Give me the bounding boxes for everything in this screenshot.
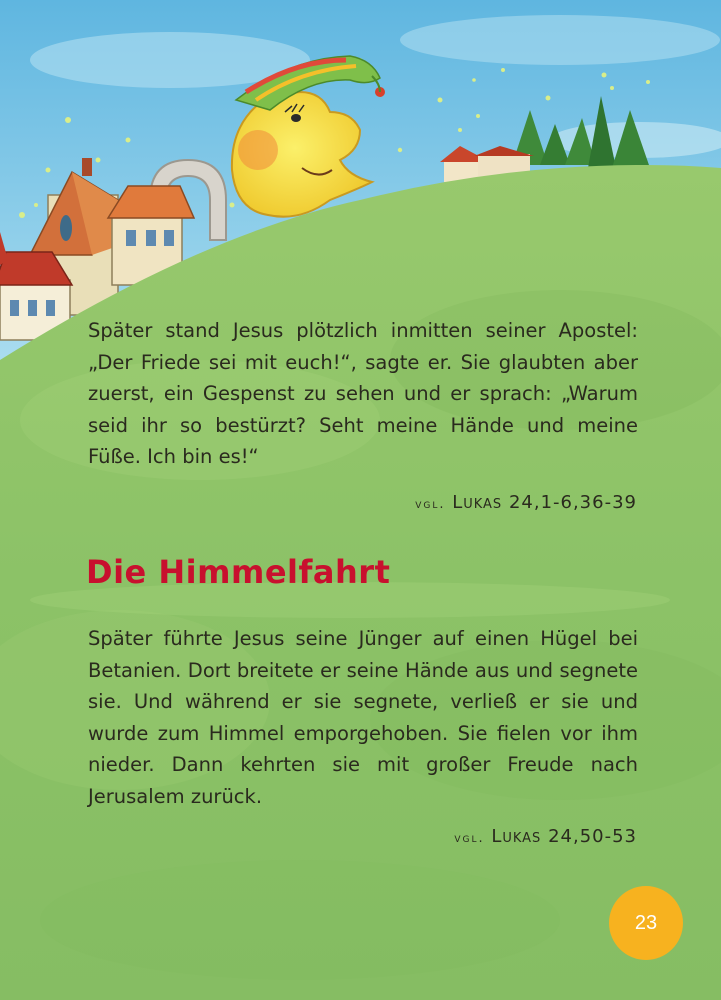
bible-reference	[454, 826, 637, 847]
reference-verses: 24,50-53	[548, 826, 637, 847]
page-number-badge	[609, 886, 683, 960]
reference-prefix: vgl.	[454, 831, 485, 846]
paragraph-text: Später führte Jesus seine Jünger auf einen Hügel bei Betanien. Dort breitete er seine Hände aus und segnete sie. Und während er sie segnete, verließ er sie und wurde zum Himmel emporgehoben. Sie fielen vor ihm nieder. Dann kehrten sie mit großer Freude nach Jerusalem zurück.	[88, 627, 638, 808]
paragraph-ascension	[88, 623, 638, 812]
page-number: 23	[634, 911, 658, 934]
reference-book: Lukas	[491, 826, 542, 847]
reference-verses: 24,1-6,36-39	[508, 492, 637, 513]
paragraph-text: Später stand Jesus plötzlich inmitten seiner Apostel: „Der Friede sei mit euch!“, sagte er. Sie glaubten aber zuerst, ein Gespenst zu sehen und er sprach: „Warum seid ihr so bestürzt? Seht meine Hände und meine Füße. Ich bin es!“	[88, 319, 638, 468]
section-heading: Die Himmelfahrt	[86, 553, 391, 591]
reference-prefix: vgl.	[415, 497, 446, 512]
bible-reference	[415, 492, 637, 513]
reference-book: Lukas	[452, 492, 503, 513]
paragraph-resurrection	[88, 315, 638, 473]
